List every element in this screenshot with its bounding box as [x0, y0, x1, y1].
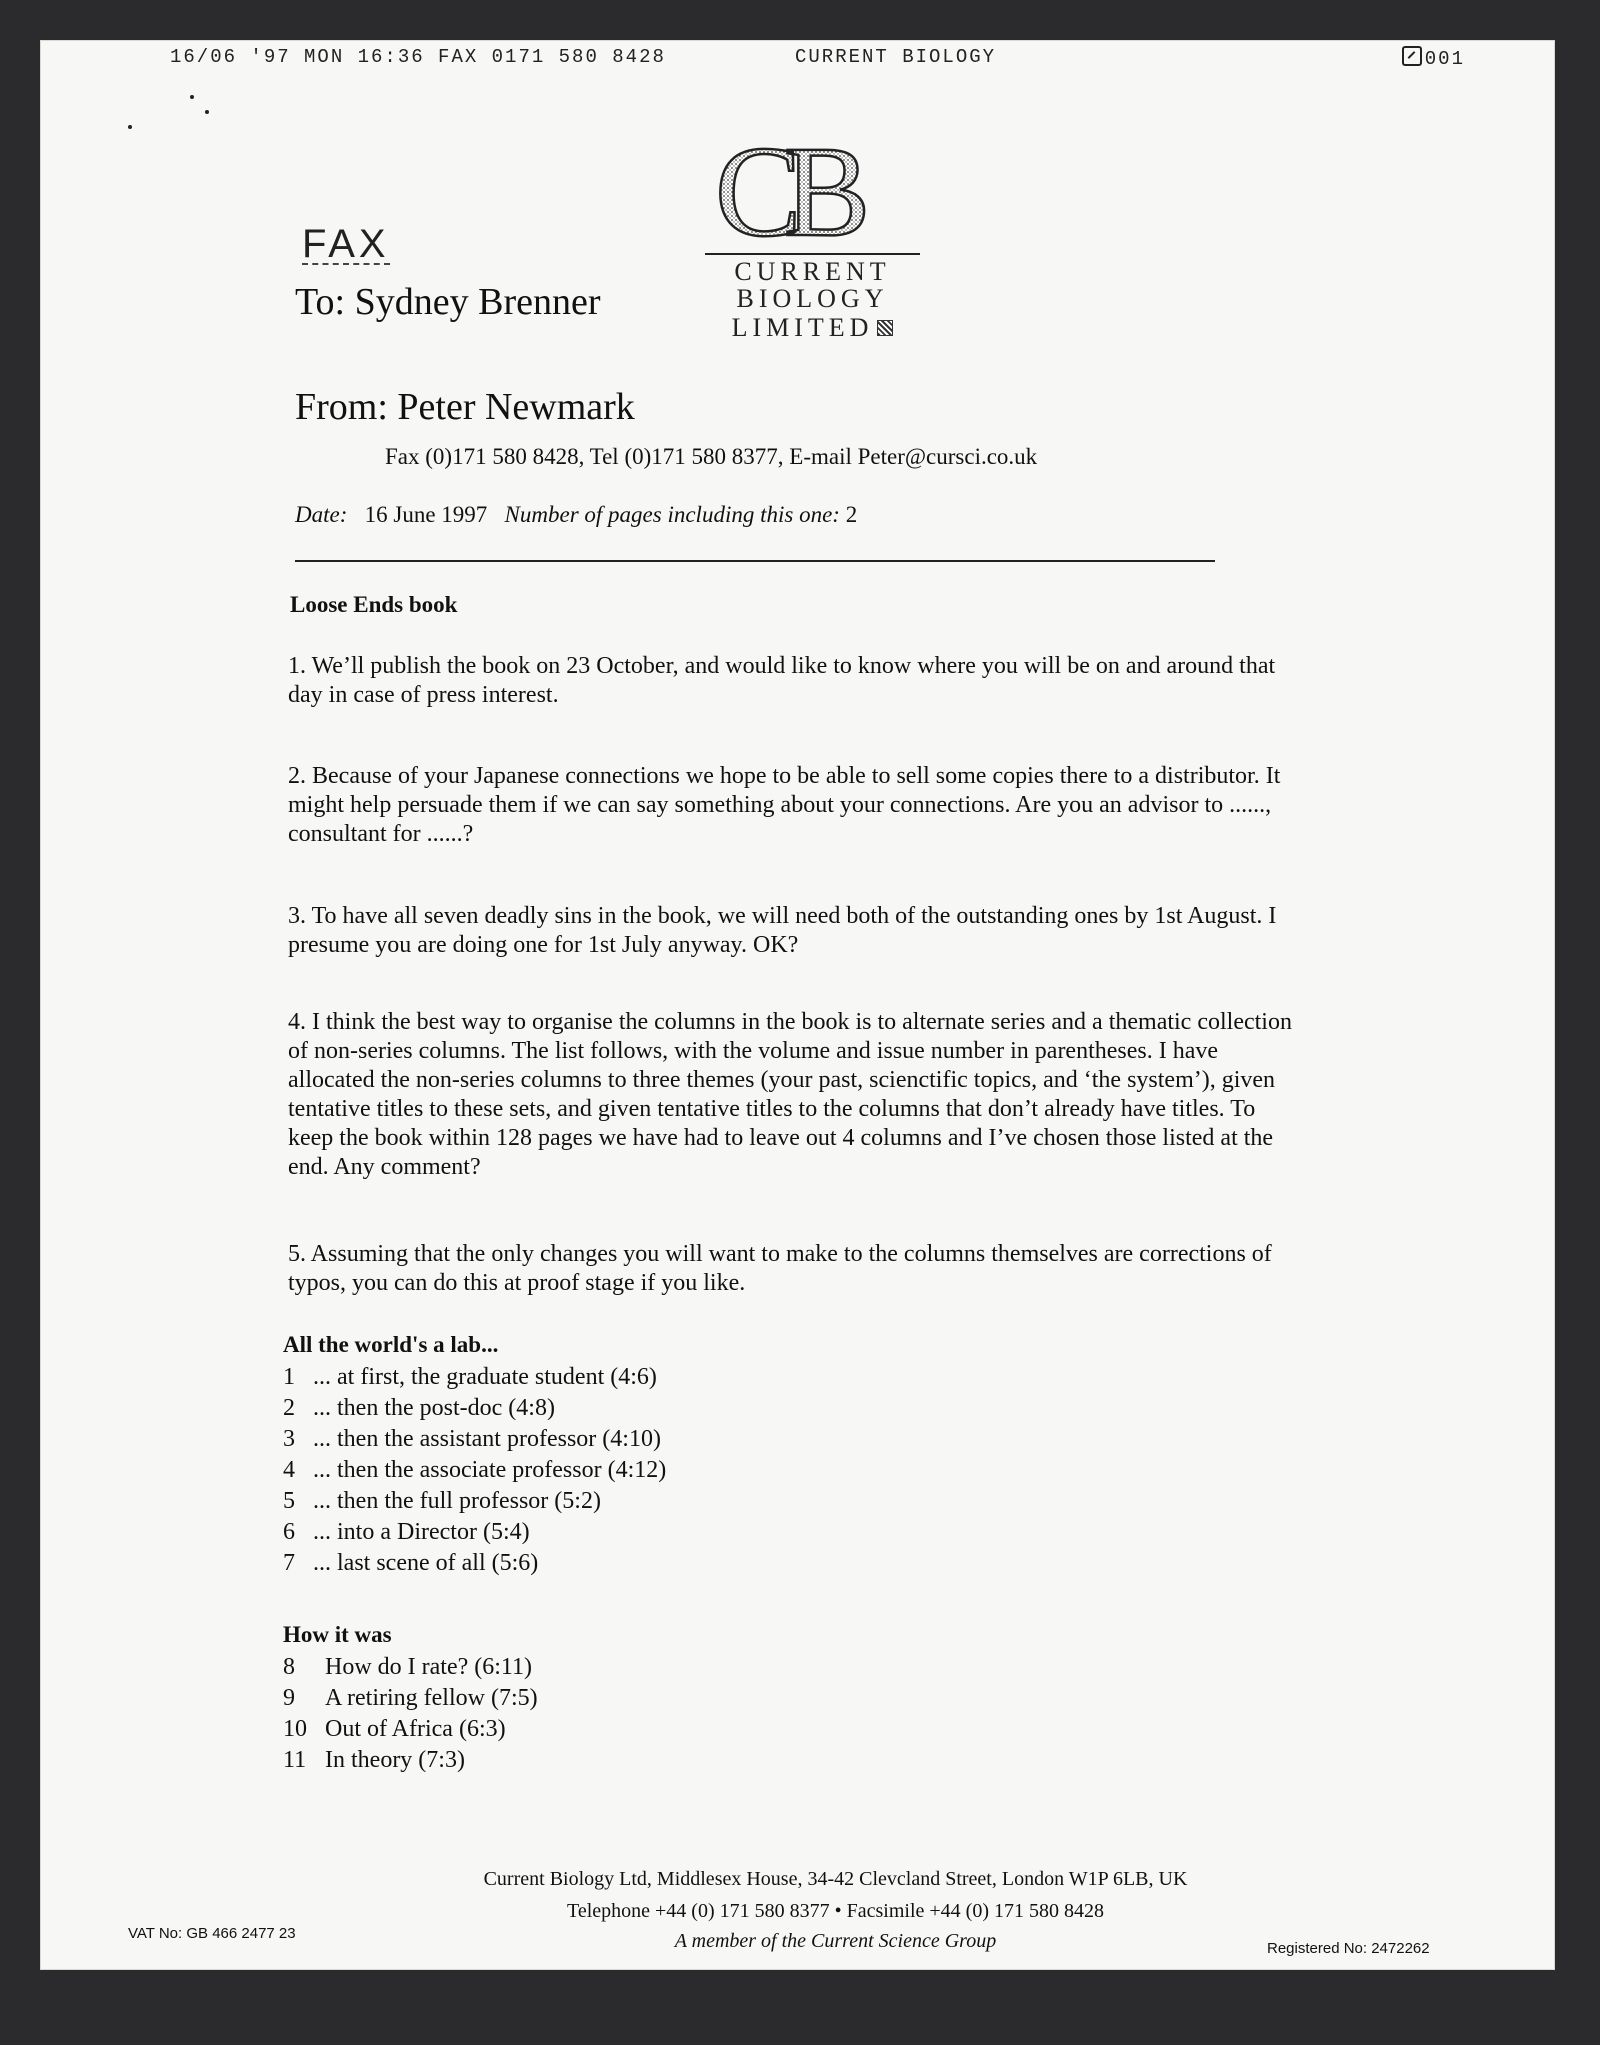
header-divider — [295, 560, 1215, 562]
section-heading-how-it-was: How it was — [283, 1622, 392, 1647]
item-number: 7 — [283, 1550, 295, 1576]
footer-registered: Registered No: 2472262 — [1267, 1940, 1430, 1957]
item-title: ... then the post-doc (4:8) — [313, 1395, 555, 1421]
paragraph-1: 1. We’ll publish the book on 23 October, and would like to know where you will be on and around that day in case of press interest. — [288, 653, 1276, 708]
item-number: 2 — [283, 1395, 295, 1421]
item-title: ... then the assistant professor (4:10) — [313, 1426, 661, 1452]
cb-logo-mark — [715, 135, 905, 245]
date-value: 16 June 1997 — [364, 502, 488, 527]
item-number: 10 — [283, 1716, 307, 1742]
recipient-line: To: Sydney Brenner — [295, 281, 601, 323]
item-title: A retiring fellow (7:5) — [325, 1685, 538, 1711]
paragraph-4: 4. I think the best way to organise the columns in the book is to alternate series and a thematic collection of non-series columns. The list follows, with the volume and issue number in parentheses. I have allocated the non-series columns to three themes (your past, scienctific topics, and ‘the system’), given tentative titles to these sets, and given tentative titles to the columns that don’t already have titles. To keep the book within 128 pages we have had to leave out 4 columns and I’ve chosen those listed at the end. Any comment? — [288, 1009, 1292, 1180]
item-number: 11 — [283, 1747, 307, 1773]
item-title: ... last scene of all (5:6) — [313, 1550, 539, 1576]
list-item — [283, 1714, 538, 1745]
item-number: 1 — [283, 1364, 295, 1390]
item-title: ... then the full professor (5:2) — [313, 1488, 601, 1514]
column-list-how-it-was — [283, 1652, 538, 1776]
list-item — [283, 1455, 666, 1486]
speck-mark — [205, 110, 209, 114]
list-item — [283, 1393, 666, 1424]
fax-sender-name: CURRENT BIOLOGY — [795, 46, 997, 68]
company-logo — [705, 135, 935, 370]
list-item — [283, 1683, 538, 1714]
speck-mark — [128, 125, 132, 129]
logo-line-limited — [705, 313, 920, 343]
footer-vat: VAT No: GB 466 2477 23 — [128, 1925, 296, 1942]
list-item — [283, 1548, 666, 1579]
fax-transmission-header — [170, 46, 1465, 72]
list-item — [283, 1424, 666, 1455]
item-title: ... into a Director (5:4) — [313, 1519, 530, 1545]
item-title: How do I rate? (6:11) — [325, 1654, 533, 1680]
paragraph-2: 2. Because of your Japanese connections we hope to be able to sell some copies there to a distributor. It might help persuade them if we can say something about your connections. Are you an advisor to ......, consultant for ......? — [288, 763, 1281, 847]
cb-logo-letters: CB — [715, 135, 853, 245]
list-item — [283, 1652, 538, 1683]
speck-mark — [190, 95, 194, 99]
subject-heading: Loose Ends book — [290, 592, 458, 617]
logo-square-icon — [877, 320, 893, 336]
item-title: ... then the associate professor (4:12) — [313, 1457, 667, 1483]
fax-datetime: 16/06 '97 MON 16:36 FAX 0171 580 8428 — [170, 46, 666, 68]
logo-limited-text: LIMITED — [731, 313, 874, 342]
sender-line: From: Peter Newmark — [295, 386, 635, 428]
footer-member: A member of the Current Science Group — [674, 1930, 997, 1952]
list-item — [283, 1745, 538, 1776]
list-item — [283, 1362, 666, 1393]
item-number: 6 — [283, 1519, 295, 1545]
pages-label: Number of pages including this one: — [504, 502, 840, 527]
fax-page-icon — [1402, 46, 1422, 66]
item-number: 4 — [283, 1457, 295, 1483]
item-number: 8 — [283, 1654, 295, 1680]
footer-phones: Telephone +44 (0) 171 580 8377 • Facsimile +44 (0) 171 580 8428 — [567, 1900, 1104, 1922]
column-list-lab — [283, 1362, 666, 1579]
item-title: ... at first, the graduate student (4:6) — [313, 1364, 657, 1390]
logo-line-biology: BIOLOGY — [736, 284, 889, 313]
item-number: 5 — [283, 1488, 295, 1514]
contact-details: Fax (0)171 580 8428, Tel (0)171 580 8377, E-mail Peter@cursci.co.uk — [385, 444, 1038, 469]
list-item — [283, 1517, 666, 1548]
item-title: Out of Africa (6:3) — [325, 1716, 506, 1742]
pages-value: 2 — [845, 502, 858, 527]
list-item — [283, 1486, 666, 1517]
date-label: Date: — [295, 502, 348, 527]
section-heading-lab: All the world's a lab... — [283, 1332, 499, 1357]
paragraph-5: 5. Assuming that the only changes you will want to make to the columns themselves are corrections of typos, you can do this at proof stage if you like. — [288, 1241, 1272, 1296]
fax-page — [40, 40, 1555, 1970]
date-line — [295, 502, 857, 528]
fax-page-number: 001 — [1424, 48, 1465, 70]
logo-line-current: CURRENT — [705, 253, 920, 287]
footer-address: Current Biology Ltd, Middlesex House, 34-42 Clevcland Street, London W1P 6LB, UK — [483, 1868, 1188, 1890]
item-title: In theory (7:3) — [325, 1747, 465, 1773]
item-number: 9 — [283, 1685, 295, 1711]
paragraph-3: 3. To have all seven deadly sins in the book, we will need both of the outstanding ones by 1st August. I presume you are doing one for 1st July anyway. OK? — [288, 903, 1277, 958]
fax-page-code — [1402, 46, 1465, 70]
item-number: 3 — [283, 1426, 295, 1452]
fax-title: FAX — [302, 222, 390, 266]
